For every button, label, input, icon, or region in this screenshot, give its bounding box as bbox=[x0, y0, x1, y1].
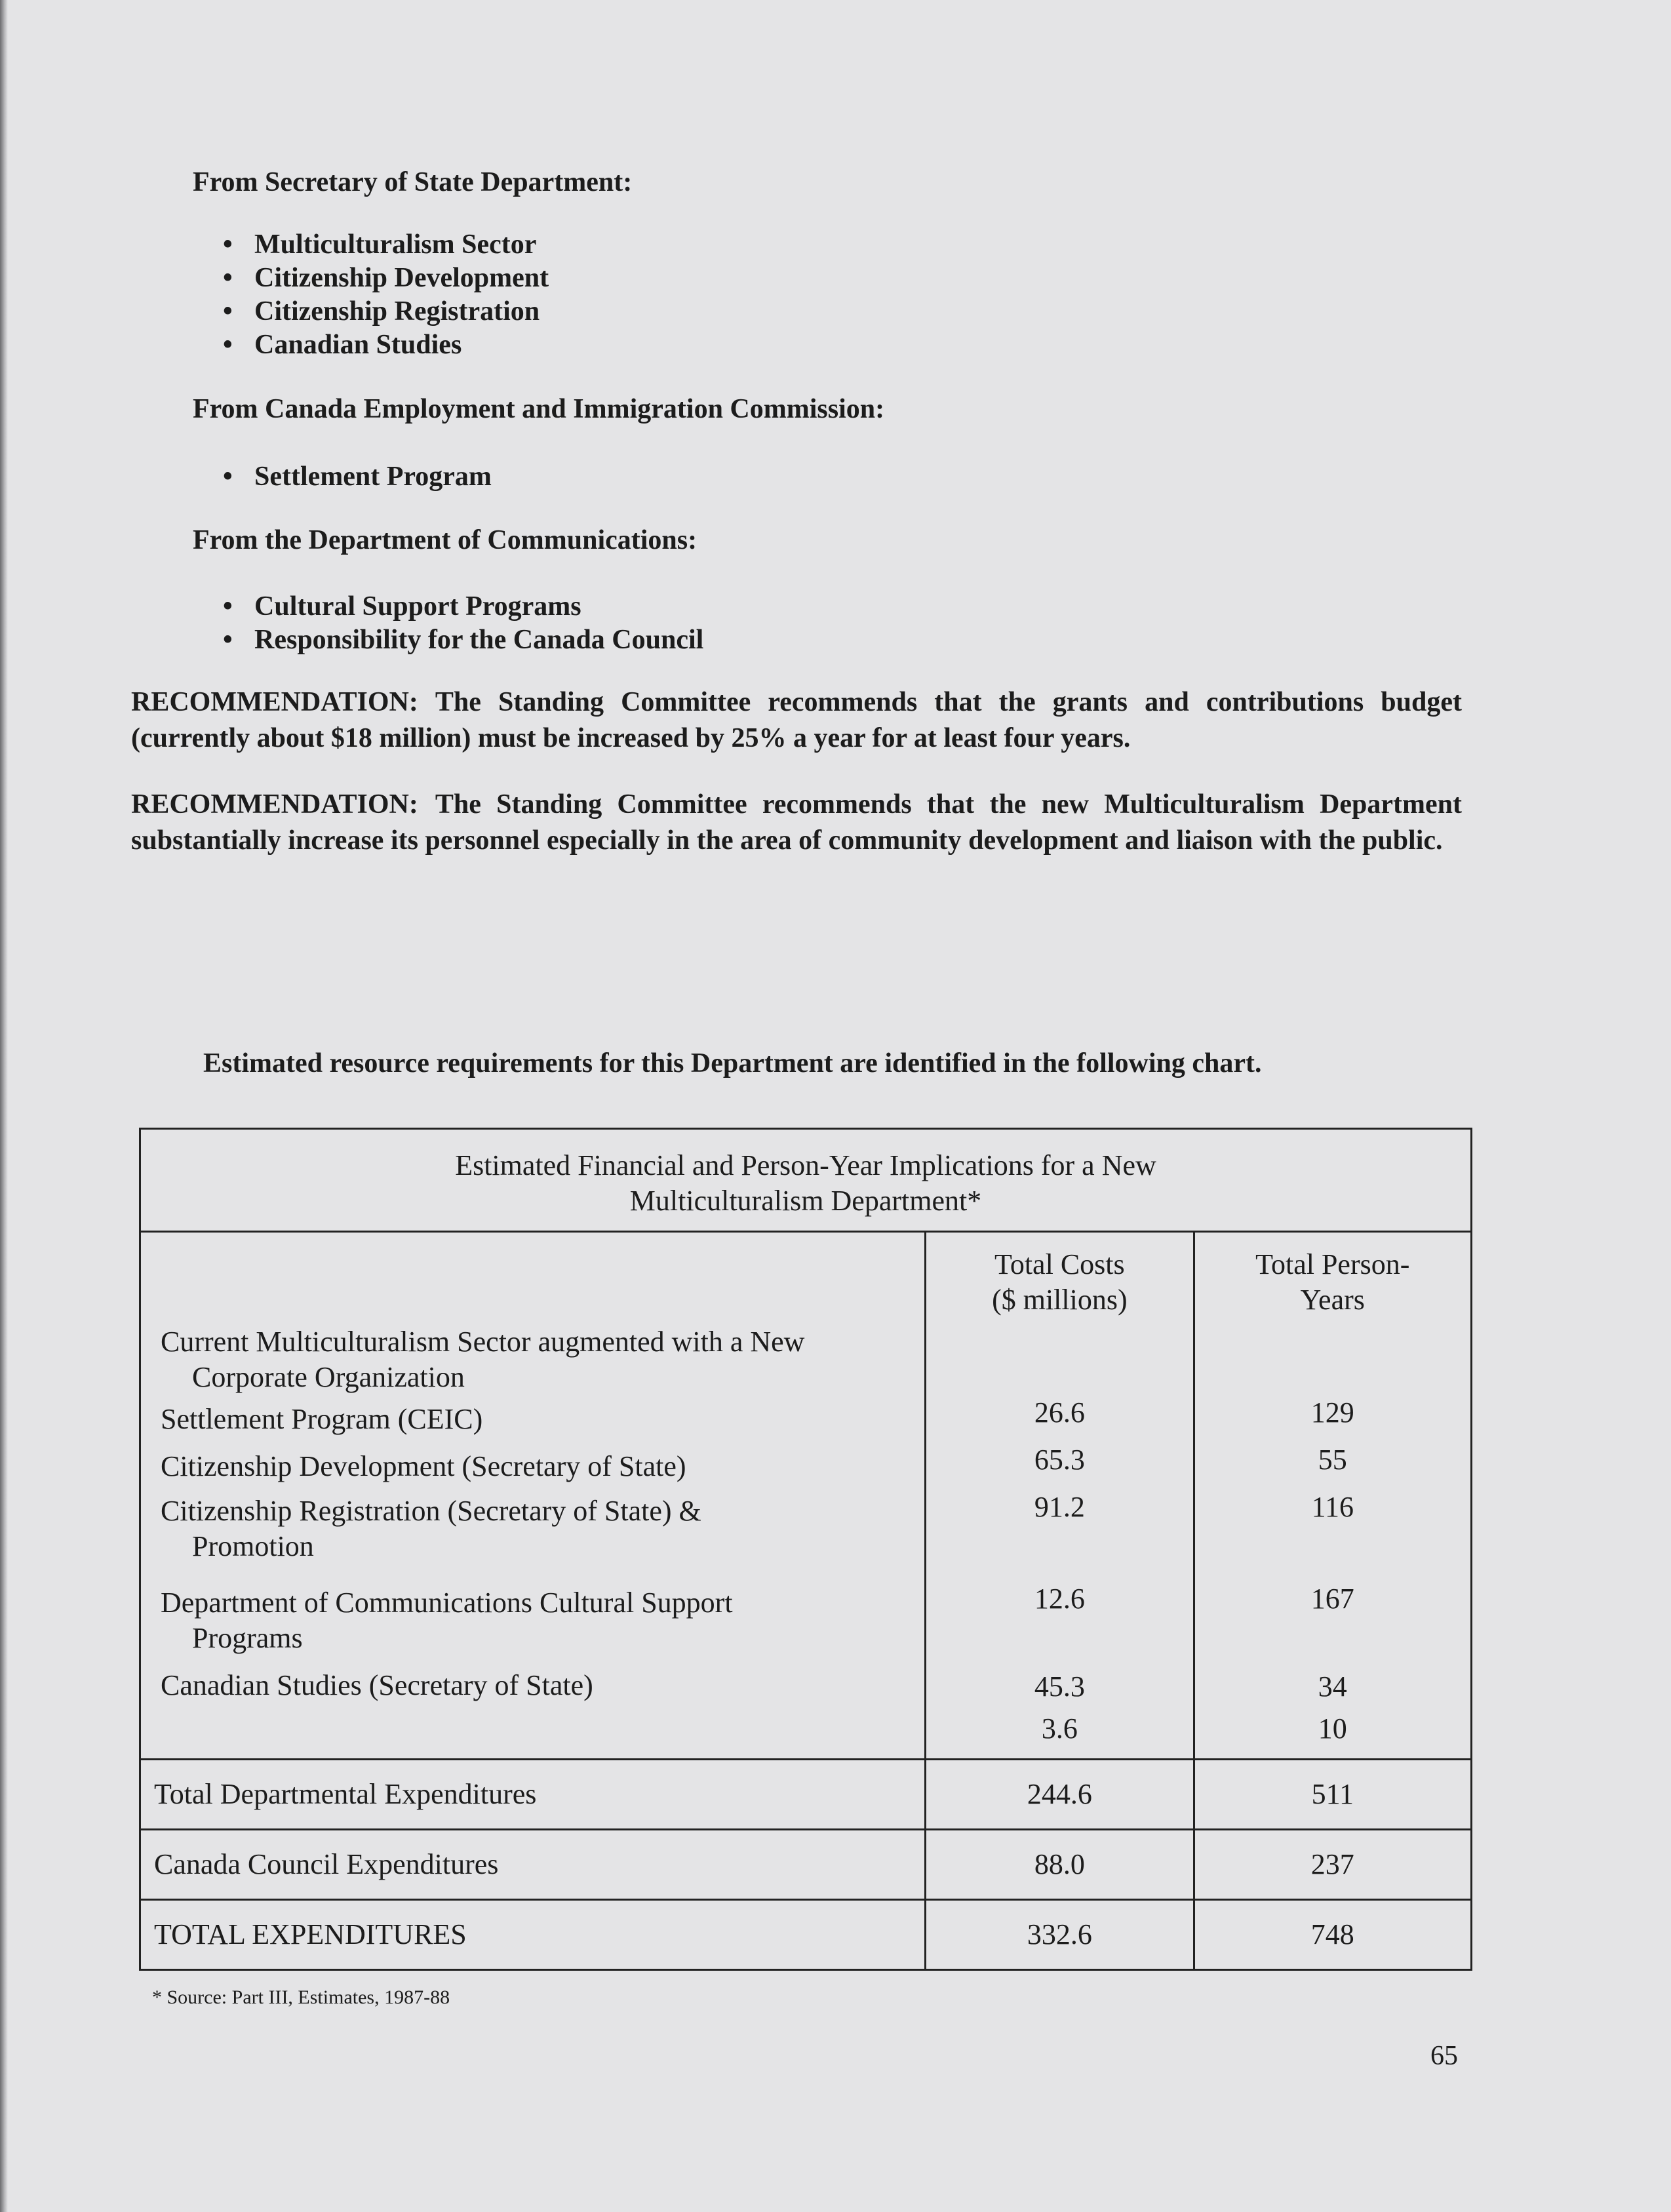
total-cost: 332.6 bbox=[926, 1900, 1194, 1970]
table-caption-row bbox=[140, 1129, 1472, 1232]
table-row: Citizenship Registration (Secretary of State) & Promotion bbox=[161, 1495, 701, 1562]
list-item: • Canadian Studies bbox=[223, 328, 549, 362]
cell-cost: 45.3 bbox=[1034, 1670, 1085, 1703]
list-item: • Multiculturalism Sector bbox=[223, 228, 549, 262]
recommendation-label: RECOMMENDATION: bbox=[131, 789, 418, 820]
table-caption: Estimated Financial and Person-Year Implications for a New Multiculturalism Department* bbox=[140, 1129, 1472, 1232]
source-footnote: * Source: Part III, Estimates, 1987-88 bbox=[152, 1986, 450, 2008]
recommendation-personnel bbox=[131, 787, 1462, 859]
list-item: • Settlement Program bbox=[223, 460, 492, 494]
cell-cost: 3.6 bbox=[1041, 1712, 1078, 1745]
total-label: TOTAL EXPENDITURES bbox=[140, 1900, 926, 1970]
recommendation-text: The Standing Committee recommends that the new Multiculturalism Department substantially increase its personnel especially in the area of community development and liaison with the public. bbox=[131, 789, 1462, 856]
bullet-list-secretary-of-state bbox=[223, 228, 549, 362]
recommendation-label: RECOMMENDATION: bbox=[131, 687, 418, 717]
total-label: Total Departmental Expenditures bbox=[140, 1760, 926, 1830]
total-person-years: 237 bbox=[1194, 1830, 1471, 1900]
bullet-list-communications bbox=[223, 590, 703, 657]
table-row: Settlement Program (CEIC) bbox=[161, 1403, 483, 1435]
cell-person-years: 34 bbox=[1318, 1670, 1347, 1703]
chart-intro: Estimated resource requirements for this Department are identified in the following chart. bbox=[203, 1048, 1262, 1078]
table-row-canada-council bbox=[140, 1830, 1472, 1900]
cell-person-years: 167 bbox=[1310, 1583, 1354, 1615]
total-person-years-column bbox=[1194, 1232, 1471, 1760]
table-row: Current Multiculturalism Sector augmented with a New Corporate Organization bbox=[161, 1326, 805, 1393]
total-person-years: 511 bbox=[1194, 1760, 1471, 1830]
cell-person-years: 116 bbox=[1311, 1491, 1354, 1523]
section-heading-ceic: From Canada Employment and Immigration Commission: bbox=[193, 394, 885, 424]
cell-cost: 91.2 bbox=[1034, 1491, 1085, 1523]
cell-cost: 65.3 bbox=[1034, 1444, 1085, 1476]
table-row: Department of Communications Cultural Support Programs bbox=[161, 1587, 733, 1654]
recommendation-text: The Standing Committee recommends that the grants and contributions budget (currently about $18 million) must be increased by 25% a year for at least four years. bbox=[131, 687, 1462, 753]
total-person-years: 748 bbox=[1194, 1900, 1471, 1970]
table-body-row bbox=[140, 1232, 1472, 1760]
section-heading-communications: From the Department of Communications: bbox=[193, 525, 698, 555]
table-row-total-departmental bbox=[140, 1760, 1472, 1830]
total-cost: 88.0 bbox=[926, 1830, 1194, 1900]
table-row-total-expenditures bbox=[140, 1900, 1472, 1970]
cell-cost: 12.6 bbox=[1034, 1583, 1085, 1615]
table-row: Canadian Studies (Secretary of State) bbox=[161, 1669, 593, 1701]
cell-person-years: 10 bbox=[1318, 1712, 1347, 1745]
cell-cost: 26.6 bbox=[1034, 1396, 1085, 1429]
recommendation-grants bbox=[131, 684, 1462, 757]
page-number: 65 bbox=[1430, 2041, 1458, 2071]
list-item: • Citizenship Registration bbox=[223, 295, 549, 328]
section-heading-secretary-of-state: From Secretary of State Department: bbox=[193, 167, 633, 197]
list-item: • Citizenship Development bbox=[223, 262, 549, 295]
financial-implications-table bbox=[139, 1128, 1472, 1971]
cell-person-years: 129 bbox=[1310, 1396, 1354, 1429]
column-header-person-years: Total Person- bbox=[1255, 1248, 1410, 1280]
column-header-person-years-2: Years bbox=[1300, 1284, 1365, 1316]
list-item: • Cultural Support Programs bbox=[223, 590, 703, 623]
total-costs-column bbox=[926, 1232, 1194, 1760]
total-cost: 244.6 bbox=[926, 1760, 1194, 1830]
column-header-total-costs: Total Costs bbox=[994, 1248, 1125, 1280]
total-label: Canada Council Expenditures bbox=[140, 1830, 926, 1900]
bullet-list-ceic bbox=[223, 460, 492, 494]
row-labels-column bbox=[140, 1232, 926, 1760]
table-row: Citizenship Development (Secretary of State) bbox=[161, 1450, 686, 1482]
list-item: • Responsibility for the Canada Council bbox=[223, 623, 703, 657]
cell-person-years: 55 bbox=[1318, 1444, 1347, 1476]
column-header-total-costs-unit: ($ millions) bbox=[992, 1284, 1128, 1316]
